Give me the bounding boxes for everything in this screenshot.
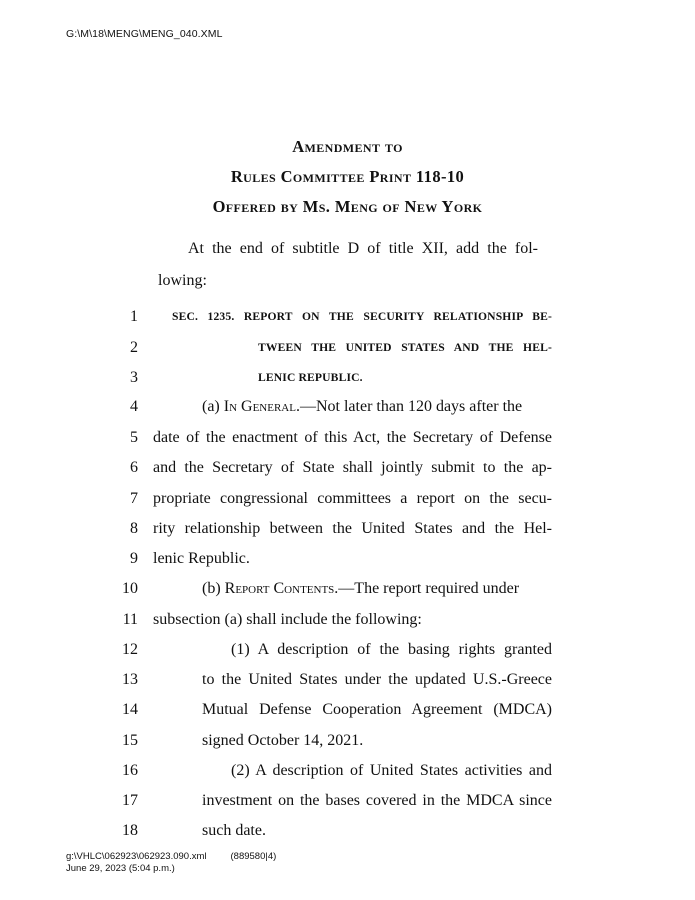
- line-number: 6: [130, 459, 138, 476]
- line-number: 12: [122, 641, 138, 658]
- bill-line: [0, 487, 695, 511]
- bill-line: [0, 426, 695, 450]
- bill-line: [0, 577, 695, 601]
- subsection-label: (b): [202, 580, 225, 597]
- bill-line: [0, 456, 695, 480]
- bill-line: [0, 638, 695, 662]
- intro-line-1: At the end of subtitle D of title XII, add the fol-: [188, 240, 538, 257]
- bill-text: [202, 577, 519, 601]
- bill-line: [0, 759, 695, 783]
- subsection-heading: In General: [223, 398, 296, 415]
- bill-line: [0, 305, 695, 329]
- footer-file-line: [66, 851, 276, 863]
- section-heading: LENIC REPUBLIC.: [258, 371, 363, 384]
- line-number: 14: [122, 701, 138, 718]
- bill-text: [202, 395, 522, 419]
- subsection-label: (a): [202, 398, 224, 415]
- bill-line: [0, 789, 695, 813]
- bill-text: subsection (a) shall include the following:: [153, 611, 422, 628]
- bill-line: [0, 336, 695, 360]
- bill-text: signed October 14, 2021.: [202, 732, 364, 749]
- bill-text: propriate congressional committees a report on the secu-: [153, 490, 552, 507]
- bill-text: (1) A description of the basing rights granted: [231, 641, 552, 658]
- bill-text: lenic Republic.: [153, 550, 250, 567]
- subsection-heading: Report Contents: [224, 580, 335, 597]
- bill-text: date of the enactment of this Act, the Secretary of Defense: [153, 429, 552, 446]
- bill-text: investment on the bases covered in the MDCA since: [202, 792, 552, 809]
- line-number: 10: [122, 580, 138, 597]
- line-number: 18: [122, 822, 138, 839]
- bill-line: [0, 547, 695, 571]
- section-heading: SEC. 1235. REPORT ON THE SECURITY RELATIONSHIP BE-: [172, 310, 552, 323]
- line-number: 1: [130, 308, 138, 325]
- title-line-1: Amendment to: [292, 137, 403, 156]
- bill-line: [0, 608, 695, 632]
- bill-line: [0, 366, 695, 390]
- section-heading: TWEEN THE UNITED STATES AND THE HEL-: [258, 341, 552, 354]
- bill-line: [0, 517, 695, 541]
- header-file-path: G:\M\18\MENG\MENG_040.XML: [66, 28, 223, 40]
- intro-line-2: lowing:: [158, 272, 207, 289]
- line-number: 2: [130, 339, 138, 356]
- line-number: 5: [130, 429, 138, 446]
- line-number: 15: [122, 732, 138, 749]
- line-number: 16: [122, 762, 138, 779]
- line-number: 7: [130, 490, 138, 507]
- bill-text-run: .—The report required under: [334, 580, 520, 597]
- footer-doc-code: (889580|4): [230, 851, 277, 862]
- line-number: 8: [130, 520, 138, 537]
- bill-line: [0, 729, 695, 753]
- bill-line: [0, 668, 695, 692]
- bill-text-run: .—Not later than 120 days after the: [295, 398, 523, 415]
- line-number: 17: [122, 792, 138, 809]
- title-line-2: Rules Committee Print 118-10: [230, 167, 465, 186]
- bill-text: (2) A description of United States activities and: [231, 762, 552, 779]
- bill-text: rity relationship between the United States and the Hel-: [153, 520, 552, 537]
- line-number: 3: [130, 369, 138, 386]
- line-number: 11: [122, 611, 138, 628]
- bill-text: such date.: [202, 822, 266, 839]
- bill-line: [0, 395, 695, 419]
- bill-line: [0, 698, 695, 722]
- bill-text: Mutual Defense Cooperation Agreement (MDCA): [202, 701, 552, 718]
- bill-text: to the United States under the updated U.S.-Greece: [202, 671, 552, 688]
- line-number: 4: [130, 398, 138, 415]
- footer-file-path: g:\VHLC\062923\062923.090.xml: [66, 851, 207, 862]
- line-number: 13: [122, 671, 138, 688]
- title-line-3: Offered by Ms. Meng of New York: [212, 197, 483, 216]
- bill-text: and the Secretary of State shall jointly submit to the ap-: [153, 459, 552, 476]
- line-number: 9: [130, 550, 138, 567]
- footer-timestamp: June 29, 2023 (5:04 p.m.): [66, 863, 175, 874]
- document-footer: [66, 851, 276, 875]
- bill-line: [0, 819, 695, 843]
